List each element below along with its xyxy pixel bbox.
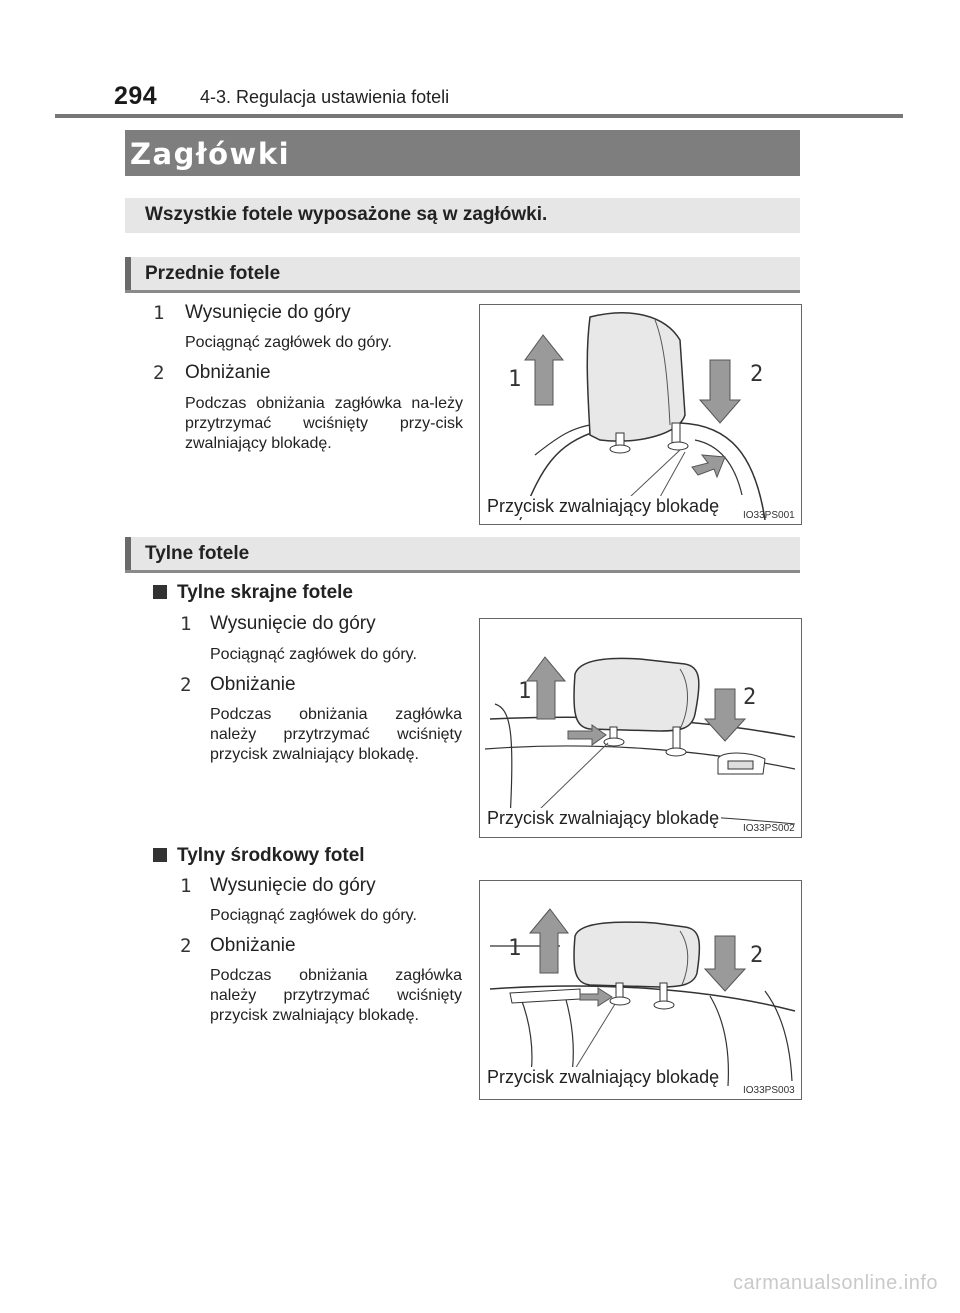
section-heading-front: Przednie fotele: [145, 263, 281, 284]
item-title: Wysunięcie do góry: [210, 613, 376, 634]
figure-rear-center-headrest: [479, 880, 802, 1100]
figure-code: IO33PS003: [743, 1085, 795, 1096]
figure-caption: Przycisk zwalniający blokadę: [487, 496, 720, 516]
figure-rear-outer-headrest: [479, 618, 802, 838]
section-heading-rear: Tylne fotele: [145, 543, 250, 564]
subheading-rear-center: Tylny środkowy fotel: [153, 845, 365, 867]
arrow-label-1: 1: [508, 936, 522, 961]
arrow-label-1: 1: [518, 679, 532, 704]
headrest-illustration: [480, 619, 801, 837]
page-title: Zagłówki: [130, 137, 291, 171]
item-title: Wysunięcie do góry: [185, 302, 351, 323]
item-title: Obniżanie: [210, 674, 296, 695]
item-number: 2: [180, 935, 192, 957]
item-number: 2: [153, 362, 165, 384]
header-section-title: 4-3. Regulacja ustawienia foteli: [200, 87, 450, 107]
figure-front-headrest: [479, 304, 802, 525]
figure-code: IO33PS002: [743, 823, 795, 834]
arrow-label-2: 2: [743, 685, 757, 710]
page-number: 294: [114, 82, 158, 110]
item-number: 2: [180, 674, 192, 696]
subheading-rear-outer: Tylne skrajne fotele: [153, 582, 353, 604]
headrest-illustration: [480, 305, 801, 524]
item-description: Podczas obniżania zagłówka na-leży przytrzymać wciśnięty przy-cisk zwalniający blokadę.: [185, 395, 463, 452]
item-title: Wysunięcie do góry: [210, 875, 376, 896]
bullet-square-icon: [153, 848, 167, 862]
item-number: 1: [180, 613, 192, 635]
bullet-square-icon: [153, 585, 167, 599]
item-description: Pociągnąć zagłówek do góry.: [210, 907, 417, 924]
header-rule: [55, 114, 903, 118]
arrow-label-2: 2: [750, 362, 764, 387]
item-number: 1: [153, 302, 165, 324]
figure-caption: Przycisk zwalniający blokadę: [487, 808, 720, 828]
item-title: Obniżanie: [185, 362, 271, 383]
figure-code: IO33PS001: [743, 510, 795, 521]
watermark: carmanualsonline.info: [732, 1272, 938, 1294]
arrow-label-2: 2: [750, 943, 764, 968]
item-description: Pociągnąć zagłówek do góry.: [185, 334, 392, 351]
arrow-label-1: 1: [508, 367, 522, 392]
item-description: Podczas obniżania zagłówka należy przytrzymać wciśnięty przycisk zwalniający blokadę.: [210, 967, 462, 1024]
item-number: 1: [180, 875, 192, 897]
item-title: Obniżanie: [210, 935, 296, 956]
item-description: Podczas obniżania zagłówka należy przytrzymać wciśnięty przycisk zwalniający blokadę.: [210, 706, 462, 763]
item-description: Pociągnąć zagłówek do góry.: [210, 646, 417, 663]
figure-caption: Przycisk zwalniający blokadę: [487, 1067, 720, 1087]
intro-text: Wszystkie fotele wyposażone są w zagłówki.: [145, 204, 548, 225]
